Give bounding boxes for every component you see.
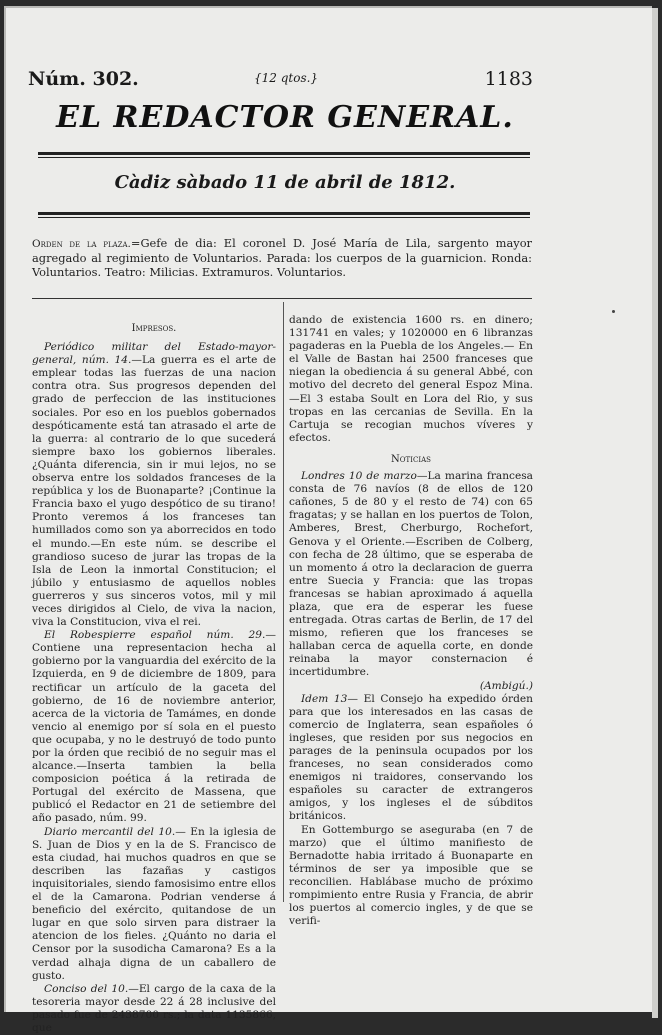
article-body: — El Consejo ha expedido órden para que los interesados en las casas de comercio de Inglaterra, sean españoles ó ingleses, que residen por sus negocios en parages de la peninsula ocupados por los franceses, no sean considerados como enemigos ni traidores, conservando los españoles su caracter de extrangeros amigos, y los ingleses el de súbditos británicos.: [289, 692, 533, 823]
article-body: — Contiene una representacion hecha al gobierno por la vanguardia del exército de la Izquierda, en 9 de diciembre de 1809, para rectificar un artículo de la gaceta del gobierno, de 16 de noviembre anterior, acerca de la victoria de Tamámes, en donde vencio al enemigo por sí sola en el puesto que ocupaba, y no le destruyó de todo punto por la órden que recibió de no seguir mas el alcance.—Inserta tambien la bella composicion poética á la retirada de Portugal del exército de Massena, que publicó el Redactor en 21 de setiembre del año pasado, núm. 99.: [32, 629, 276, 825]
article-diario-mercantil: [32, 826, 276, 983]
section-divider: [32, 298, 532, 299]
orden-label: Orden de la plaza.: [32, 238, 131, 250]
page-edge: [652, 8, 658, 1018]
impresos-heading: Impresos.: [131, 323, 177, 334]
article-title: Conciso del 10.: [44, 982, 129, 995]
article-londres: [289, 470, 533, 680]
orden-text: =Gefe de dia: El coronel D. José María de Lila, sargento mayor agregado al regimiento de Voluntarios. Parada: los cuerpos de la guarnicion. Ronda: Voluntarios. Teatro: Milicias. Extramuros. Voluntarios.: [32, 236, 532, 279]
article-body: —La guerra es el arte de emplear todas las fuerzas de una nacion contra otra. Sus progresos dependen del grado de perfeccion de las instituciones sociales. Por eso en los pueblos gobernados despóticamente está tan atrasado el arte de la guerra: al contrario de lo que sucederá siempre baxo los gobiernos liberales. ¿Quánta diferencia, sin ir mui lejos, no se observa entre los soldados franceses de la república y los de Buonaparte? ¡Continue la Francia baxo el yugo despótico de su tirano! Pronto veremos á los franceses tan humillados como son ya aborrecidos en todo el mundo.—En este núm. se describe el grandioso suceso de jurar las tropas de la Isla de Leon la inmortal Constitucion; el júbilo y entusiasmo de aquellos nobles guerreros y sus sinceros votos, mil y mil veces dirigidos al Cielo, de viva la nacion, viva la Constitucion, viva el rei.: [32, 354, 277, 629]
paper-spot: [612, 310, 615, 313]
article-conciso: [32, 983, 276, 1035]
article-title: Diario mercantil del 10.: [44, 825, 176, 838]
dateline: Càdiz sàbado 11 de abril de 1812.: [114, 172, 456, 193]
price-note: {12 qtos.}: [254, 71, 319, 85]
left-column: [32, 318, 276, 1035]
article-title: Periódico militar del Estado-mayor-general, núm. 14.: [32, 341, 276, 367]
article-periodico-militar: [32, 341, 276, 629]
article-gottemburgo: En Gottemburgo se aseguraba (en 7 de marzo) que el último manifiesto de Bernadotte habia irritado á Buonaparte en términos de ser ya imposible que se reconcilien. Hablábase mucho de próximo rompimiento entre Rusia y Francia, de abrir los puertos al comercio ingles, y de que se verifi-: [289, 823, 533, 928]
article-robespierre: [32, 629, 276, 825]
masthead-rule-top: [38, 152, 530, 158]
page-number: 1183: [484, 68, 533, 90]
article-body: —El cargo de la caxa de la tesoreria mayor desde 22 á 28 inclusive del pasado fue de 2438700 rs.; la data 1135866, que: [32, 982, 276, 1034]
article-title: Idem 13: [301, 692, 348, 705]
article-idem: [289, 693, 533, 824]
article-source: (Ambigú.): [479, 679, 533, 692]
masthead-title: EL REDACTOR GENERAL.: [56, 100, 514, 135]
column-divider: [283, 302, 284, 902]
issue-header: [28, 68, 533, 96]
masthead-rule-bottom: [38, 212, 530, 218]
issue-number: Núm. 302.: [28, 68, 139, 90]
article-body: —La marina francesa consta de 76 navíos (8 de ellos de 120 cañones, 5 de 80 y el resto de 74) con 65 fragatas; y se hallan en los puertos de Tolon, Amberes, Brest, Cherburgo, Rochefort, Genova y el Oriente.—Escriben de Colberg, con fecha de 28 último, que se esperaba de un momento á otro la declaracion de guerra entre Suecia y Francia: que las tropas francesas se habian aproximado á aquella plaza, que era de esperar les fuese entregada. Otras cartas de Berlin, de 17 del mismo, refieren que los franceses se hallaban cerca de aquella corte, en donde reinaba la mayor consternacion é incertidumbre.: [289, 470, 533, 679]
right-column: [289, 314, 533, 928]
article-body: — En la iglesia de S. Juan de Dios y en la de S. Francisco de esta ciudad, hai muchos quadros en que se describen las fazañas y castigos inquisitoriales, siendo famosisimo entre ellos el de la Camarona. Podrian venderse á beneficio del exército, quitandose de un lugar en que solo sirven para distraer la atencion de los fieles. ¿Quánto no daria el Censor por la susodicha Camarona? Es a la verdad alhaja digna de un caballero de gusto.: [32, 825, 277, 982]
article-title: Londres 10 de marzo: [301, 470, 417, 483]
article-title: El Robespierre español núm. 29.: [44, 629, 266, 642]
noticias-heading: Noticias: [391, 453, 431, 465]
orden-de-la-plaza: [32, 236, 532, 279]
article-continuation: dando de existencia 1600 rs. en dinero; 131741 en vales; y 1020000 en 6 libranzas pagaderas en la Puebla de los Angeles.— En el Valle de Bastan hai 2500 franceses que niegan la obediencia á su general Abbé, con motivo del decreto del general Espoz Mina.—El 3 estaba Soult en Lora del Rio, y sus tropas en las cercanias de Sevilla. En la Cartuja se recogian muchos víveres y efectos.: [289, 314, 533, 444]
